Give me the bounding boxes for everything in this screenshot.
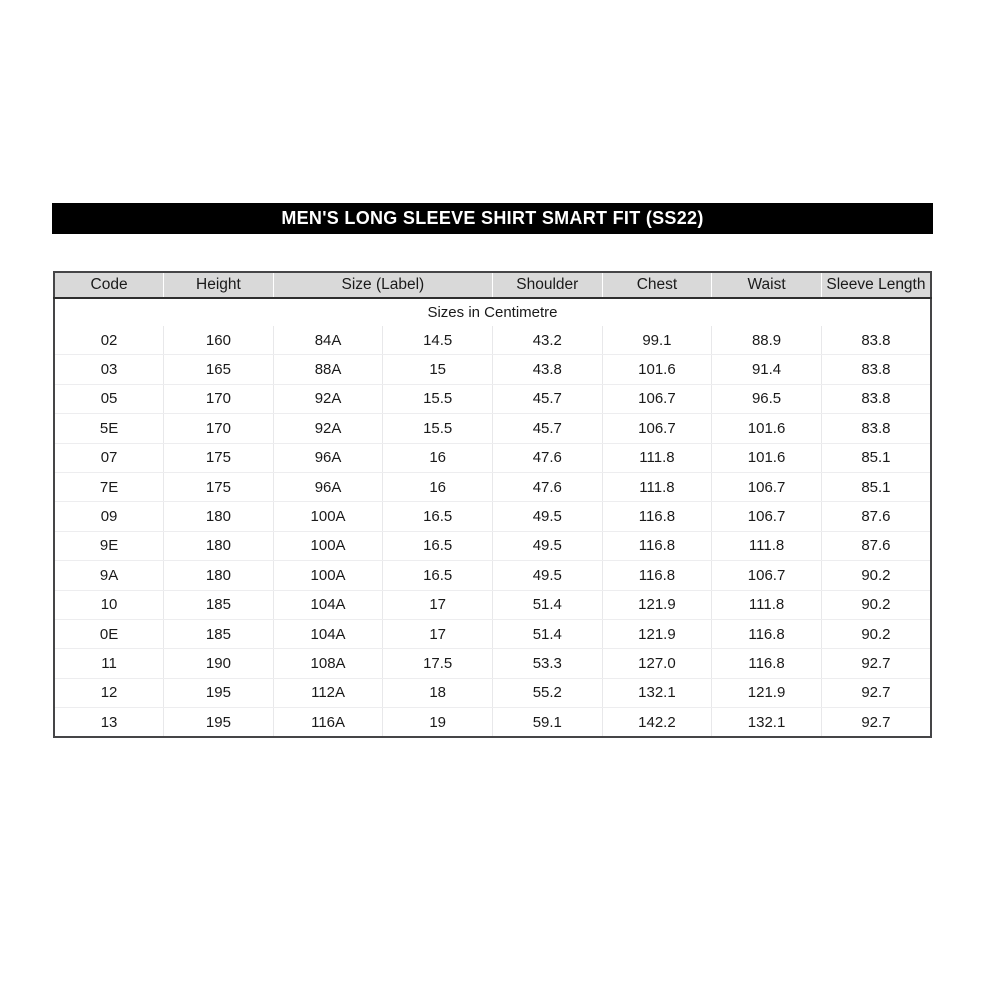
cell: 16.5 bbox=[383, 502, 493, 531]
cell: 83.8 bbox=[821, 355, 931, 384]
cell: 101.6 bbox=[712, 414, 822, 443]
header-cell-shoulder: Shoulder bbox=[493, 272, 603, 298]
cell: 100A bbox=[273, 561, 383, 590]
table-row bbox=[54, 561, 931, 590]
header-cell-waist: Waist bbox=[712, 272, 822, 298]
cell: 92.7 bbox=[821, 708, 931, 738]
cell: 111.8 bbox=[712, 531, 822, 560]
cell: 92.7 bbox=[821, 649, 931, 678]
cell: 99.1 bbox=[602, 326, 712, 355]
size-chart-table bbox=[53, 271, 932, 738]
cell: 9A bbox=[54, 561, 164, 590]
cell: 92A bbox=[273, 414, 383, 443]
table-row bbox=[54, 443, 931, 472]
cell: 19 bbox=[383, 708, 493, 738]
cell: 121.9 bbox=[602, 619, 712, 648]
cell: 116A bbox=[273, 708, 383, 738]
cell: 111.8 bbox=[602, 443, 712, 472]
cell: 90.2 bbox=[821, 590, 931, 619]
cell: 132.1 bbox=[712, 708, 822, 738]
cell: 03 bbox=[54, 355, 164, 384]
cell: 84A bbox=[273, 326, 383, 355]
cell: 53.3 bbox=[493, 649, 603, 678]
cell: 49.5 bbox=[493, 531, 603, 560]
cell: 87.6 bbox=[821, 531, 931, 560]
table-row bbox=[54, 678, 931, 707]
cell: 92.7 bbox=[821, 678, 931, 707]
cell: 101.6 bbox=[712, 443, 822, 472]
cell: 49.5 bbox=[493, 561, 603, 590]
cell: 05 bbox=[54, 384, 164, 413]
cell: 106.7 bbox=[602, 414, 712, 443]
cell: 96.5 bbox=[712, 384, 822, 413]
cell: 111.8 bbox=[602, 472, 712, 501]
cell: 83.8 bbox=[821, 414, 931, 443]
cell: 112A bbox=[273, 678, 383, 707]
header-cell-code: Code bbox=[54, 272, 164, 298]
cell: 106.7 bbox=[712, 502, 822, 531]
table-header-row bbox=[54, 272, 931, 298]
cell: 51.4 bbox=[493, 619, 603, 648]
cell: 83.8 bbox=[821, 326, 931, 355]
page-title: MEN'S LONG SLEEVE SHIRT SMART FIT (SS22) bbox=[281, 208, 704, 228]
cell: 83.8 bbox=[821, 384, 931, 413]
header-cell-size-label: Size (Label) bbox=[273, 272, 492, 298]
table-row bbox=[54, 708, 931, 738]
cell: 45.7 bbox=[493, 414, 603, 443]
cell: 106.7 bbox=[712, 472, 822, 501]
cell: 07 bbox=[54, 443, 164, 472]
cell: 170 bbox=[164, 414, 274, 443]
cell: 9E bbox=[54, 531, 164, 560]
cell: 90.2 bbox=[821, 619, 931, 648]
cell: 132.1 bbox=[602, 678, 712, 707]
table-body bbox=[54, 326, 931, 737]
cell: 16 bbox=[383, 443, 493, 472]
header-cell-height: Height bbox=[164, 272, 274, 298]
cell: 88A bbox=[273, 355, 383, 384]
cell: 87.6 bbox=[821, 502, 931, 531]
cell: 18 bbox=[383, 678, 493, 707]
table-row bbox=[54, 502, 931, 531]
cell: 17 bbox=[383, 619, 493, 648]
cell: 96A bbox=[273, 472, 383, 501]
cell: 85.1 bbox=[821, 472, 931, 501]
cell: 90.2 bbox=[821, 561, 931, 590]
cell: 43.2 bbox=[493, 326, 603, 355]
cell: 195 bbox=[164, 678, 274, 707]
cell: 85.1 bbox=[821, 443, 931, 472]
cell: 14.5 bbox=[383, 326, 493, 355]
cell: 175 bbox=[164, 443, 274, 472]
cell: 100A bbox=[273, 531, 383, 560]
cell: 09 bbox=[54, 502, 164, 531]
cell: 190 bbox=[164, 649, 274, 678]
cell: 180 bbox=[164, 502, 274, 531]
cell: 15 bbox=[383, 355, 493, 384]
cell: 5E bbox=[54, 414, 164, 443]
table-row bbox=[54, 472, 931, 501]
table-row bbox=[54, 590, 931, 619]
cell: 108A bbox=[273, 649, 383, 678]
cell: 88.9 bbox=[712, 326, 822, 355]
cell: 121.9 bbox=[712, 678, 822, 707]
cell: 160 bbox=[164, 326, 274, 355]
cell: 13 bbox=[54, 708, 164, 738]
cell: 47.6 bbox=[493, 443, 603, 472]
cell: 49.5 bbox=[493, 502, 603, 531]
cell: 195 bbox=[164, 708, 274, 738]
cell: 17.5 bbox=[383, 649, 493, 678]
cell: 101.6 bbox=[602, 355, 712, 384]
cell: 104A bbox=[273, 619, 383, 648]
cell: 96A bbox=[273, 443, 383, 472]
cell: 16 bbox=[383, 472, 493, 501]
cell: 185 bbox=[164, 619, 274, 648]
cell: 45.7 bbox=[493, 384, 603, 413]
cell: 16.5 bbox=[383, 561, 493, 590]
table-row bbox=[54, 326, 931, 355]
cell: 127.0 bbox=[602, 649, 712, 678]
cell: 185 bbox=[164, 590, 274, 619]
header-cell-chest: Chest bbox=[602, 272, 712, 298]
cell: 180 bbox=[164, 531, 274, 560]
table-row bbox=[54, 619, 931, 648]
cell: 43.8 bbox=[493, 355, 603, 384]
table-row bbox=[54, 649, 931, 678]
table-row bbox=[54, 531, 931, 560]
cell: 116.8 bbox=[602, 561, 712, 590]
cell: 51.4 bbox=[493, 590, 603, 619]
cell: 180 bbox=[164, 561, 274, 590]
cell: 116.8 bbox=[602, 502, 712, 531]
cell: 106.7 bbox=[602, 384, 712, 413]
caption-row bbox=[54, 298, 931, 326]
cell: 92A bbox=[273, 384, 383, 413]
cell: 111.8 bbox=[712, 590, 822, 619]
cell: 100A bbox=[273, 502, 383, 531]
cell: 106.7 bbox=[712, 561, 822, 590]
table-caption: Sizes in Centimetre bbox=[54, 298, 931, 326]
cell: 116.8 bbox=[602, 531, 712, 560]
cell: 15.5 bbox=[383, 384, 493, 413]
table-row bbox=[54, 384, 931, 413]
cell: 55.2 bbox=[493, 678, 603, 707]
cell: 175 bbox=[164, 472, 274, 501]
cell: 142.2 bbox=[602, 708, 712, 738]
cell: 116.8 bbox=[712, 619, 822, 648]
table-row bbox=[54, 355, 931, 384]
cell: 0E bbox=[54, 619, 164, 648]
cell: 17 bbox=[383, 590, 493, 619]
cell: 7E bbox=[54, 472, 164, 501]
cell: 10 bbox=[54, 590, 164, 619]
cell: 116.8 bbox=[712, 649, 822, 678]
cell: 47.6 bbox=[493, 472, 603, 501]
cell: 121.9 bbox=[602, 590, 712, 619]
table-row bbox=[54, 414, 931, 443]
title-banner bbox=[52, 203, 933, 234]
header-cell-sleeve-length: Sleeve Length bbox=[821, 272, 931, 298]
cell: 11 bbox=[54, 649, 164, 678]
cell: 91.4 bbox=[712, 355, 822, 384]
cell: 104A bbox=[273, 590, 383, 619]
cell: 16.5 bbox=[383, 531, 493, 560]
cell: 15.5 bbox=[383, 414, 493, 443]
cell: 02 bbox=[54, 326, 164, 355]
cell: 12 bbox=[54, 678, 164, 707]
cell: 165 bbox=[164, 355, 274, 384]
cell: 170 bbox=[164, 384, 274, 413]
cell: 59.1 bbox=[493, 708, 603, 738]
